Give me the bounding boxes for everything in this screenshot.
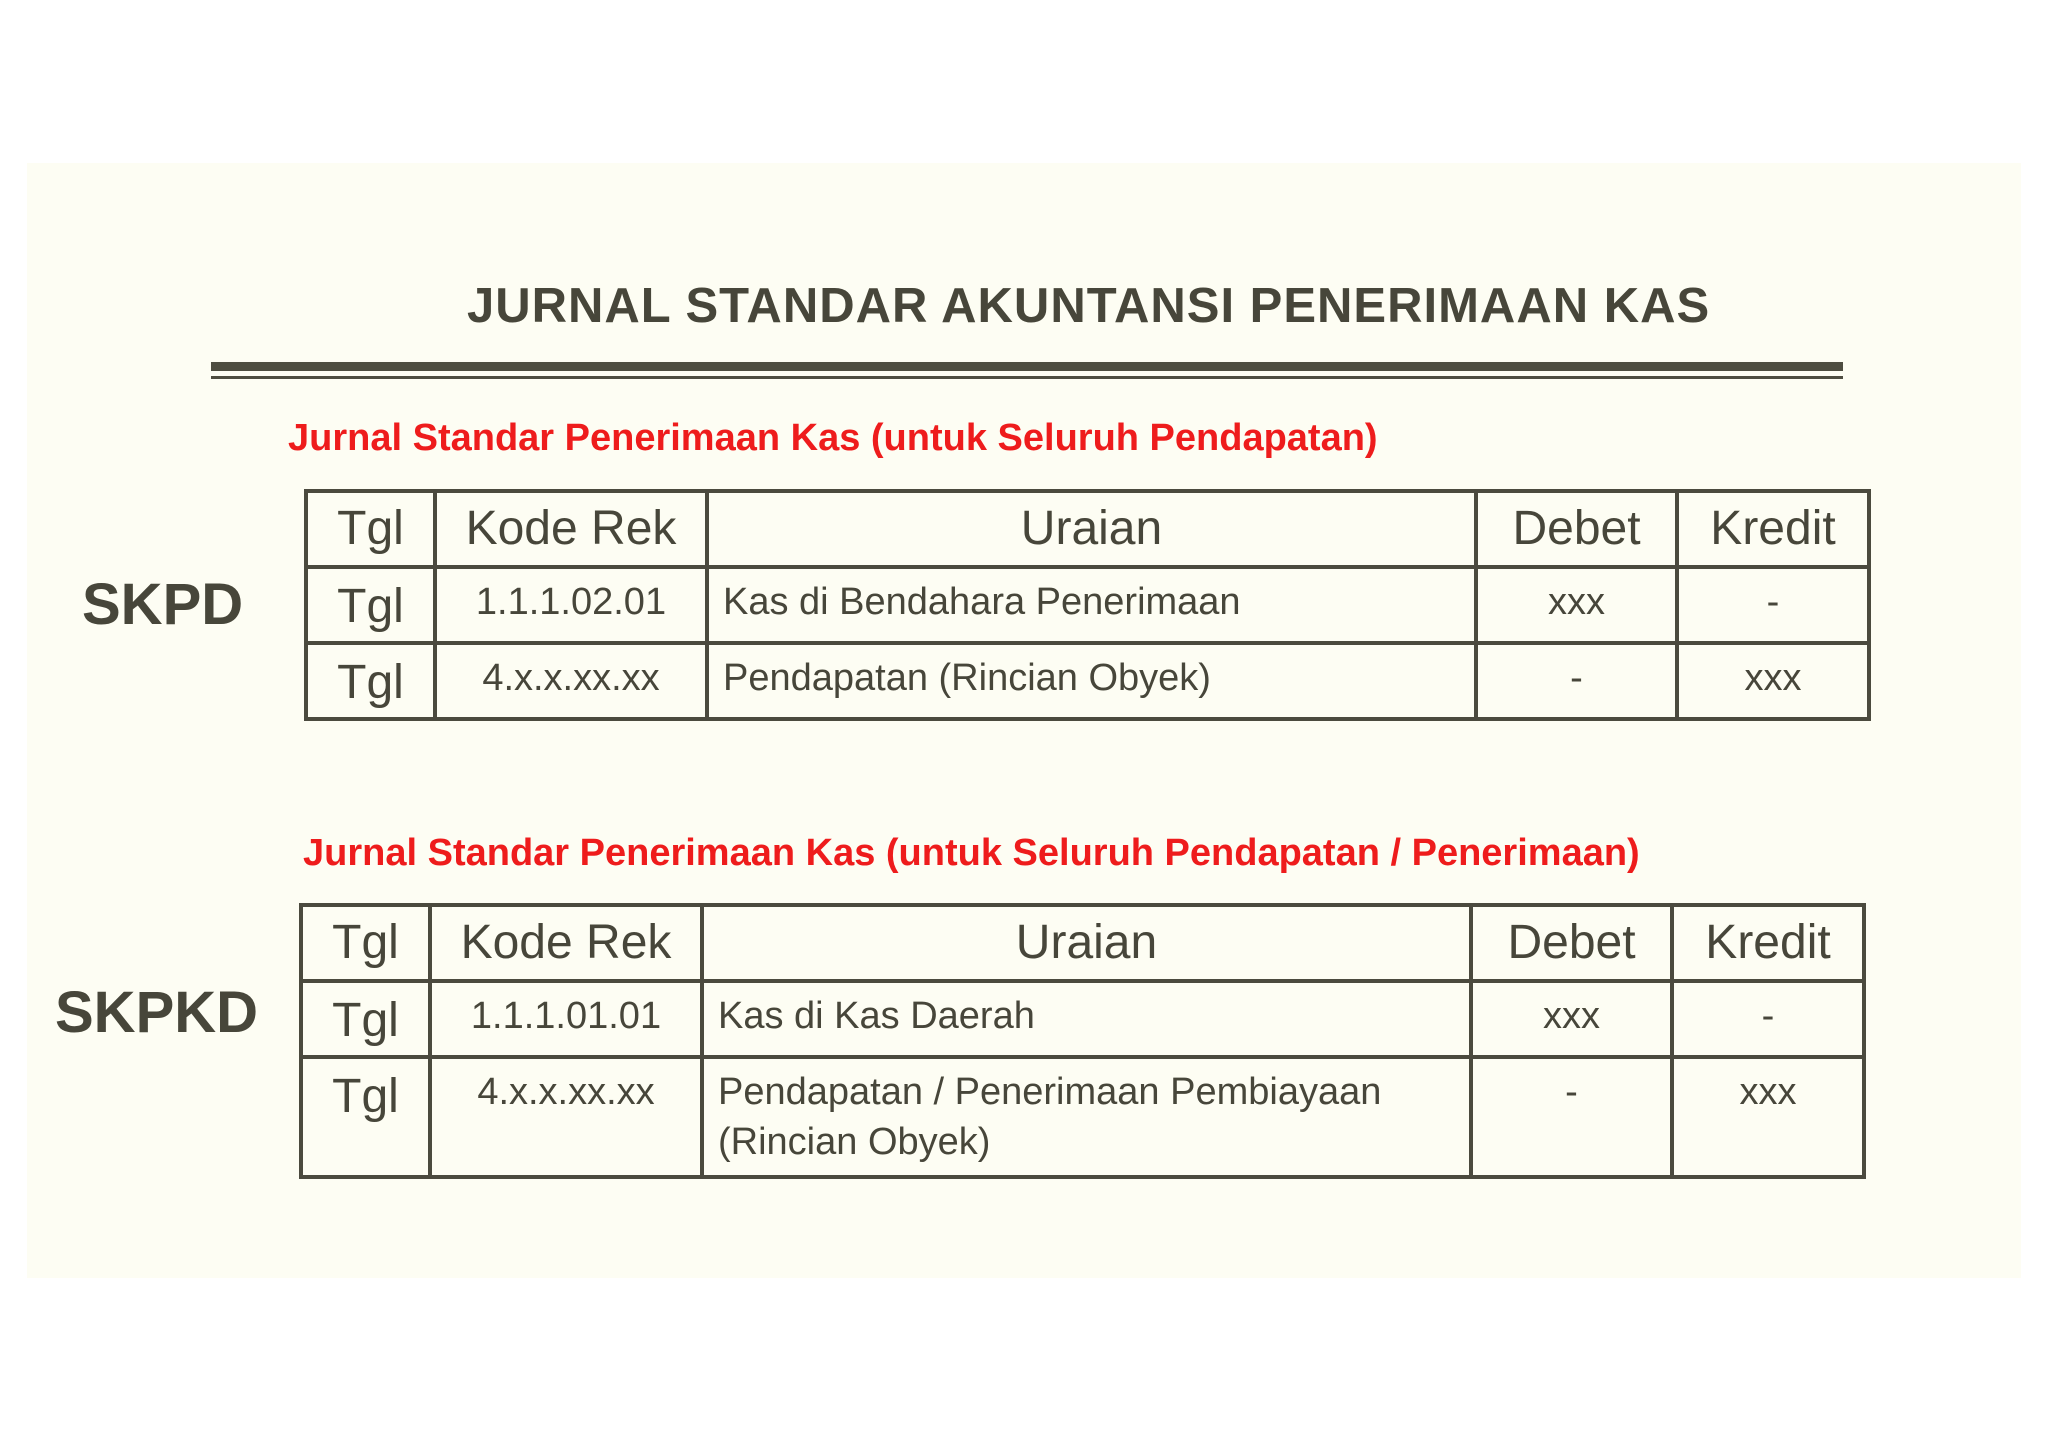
cell-kredit: - bbox=[1672, 981, 1864, 1057]
skpd-journal-table bbox=[304, 489, 1871, 721]
column-header-kode-rek: Kode Rek bbox=[430, 905, 702, 981]
cell-tgl: Tgl bbox=[301, 1057, 430, 1177]
column-header-kredit: Kredit bbox=[1677, 491, 1869, 567]
title-rule-thin bbox=[211, 376, 1843, 379]
cell-tgl: Tgl bbox=[306, 567, 435, 643]
skpkd-label: SKPKD bbox=[55, 980, 259, 1045]
table-row bbox=[306, 567, 1869, 643]
skpkd-journal-subtitle: Jurnal Standar Penerimaan Kas (untuk Seluruh Pendapatan / Penerimaan) bbox=[303, 832, 1640, 874]
cell-uraian: Kas di Bendahara Penerimaan bbox=[707, 567, 1476, 643]
cell-kode-rek: 1.1.1.01.01 bbox=[430, 981, 702, 1057]
cell-kredit: xxx bbox=[1677, 643, 1869, 719]
slide bbox=[27, 163, 2021, 1278]
title-rule-thick bbox=[211, 362, 1843, 371]
cell-debet: xxx bbox=[1471, 981, 1672, 1057]
column-header-kredit: Kredit bbox=[1672, 905, 1864, 981]
cell-tgl: Tgl bbox=[306, 643, 435, 719]
cell-debet: - bbox=[1476, 643, 1677, 719]
cell-kode-rek: 4.x.x.xx.xx bbox=[435, 643, 707, 719]
cell-uraian-line-1: Pendapatan / Penerimaan Pembiayaan bbox=[718, 1071, 1382, 1113]
column-header-uraian: Uraian bbox=[702, 905, 1471, 981]
cell-debet: - bbox=[1471, 1057, 1672, 1177]
cell-uraian bbox=[702, 1057, 1471, 1177]
skpd-label: SKPD bbox=[82, 572, 244, 637]
column-header-debet: Debet bbox=[1476, 491, 1677, 567]
skpkd-journal-table bbox=[299, 903, 1866, 1179]
cell-uraian: Pendapatan (Rincian Obyek) bbox=[707, 643, 1476, 719]
cell-kode-rek: 1.1.1.02.01 bbox=[435, 567, 707, 643]
column-header-uraian: Uraian bbox=[707, 491, 1476, 567]
cell-kode-rek: 4.x.x.xx.xx bbox=[430, 1057, 702, 1177]
column-header-tgl: Tgl bbox=[301, 905, 430, 981]
page-title: JURNAL STANDAR AKUNTANSI PENERIMAAN KAS bbox=[467, 279, 1711, 333]
table-header-row bbox=[301, 905, 1864, 981]
table-row bbox=[306, 643, 1869, 719]
cell-debet: xxx bbox=[1476, 567, 1677, 643]
table-row bbox=[301, 981, 1864, 1057]
column-header-debet: Debet bbox=[1471, 905, 1672, 981]
cell-uraian-line-2: (Rincian Obyek) bbox=[718, 1121, 991, 1163]
table-row bbox=[301, 1057, 1864, 1177]
cell-kredit: xxx bbox=[1672, 1057, 1864, 1177]
skpd-journal-subtitle: Jurnal Standar Penerimaan Kas (untuk Seluruh Pendapatan) bbox=[288, 417, 1378, 459]
cell-tgl: Tgl bbox=[301, 981, 430, 1057]
column-header-kode-rek: Kode Rek bbox=[435, 491, 707, 567]
cell-kredit: - bbox=[1677, 567, 1869, 643]
cell-uraian: Kas di Kas Daerah bbox=[702, 981, 1471, 1057]
column-header-tgl: Tgl bbox=[306, 491, 435, 567]
table-header-row bbox=[306, 491, 1869, 567]
